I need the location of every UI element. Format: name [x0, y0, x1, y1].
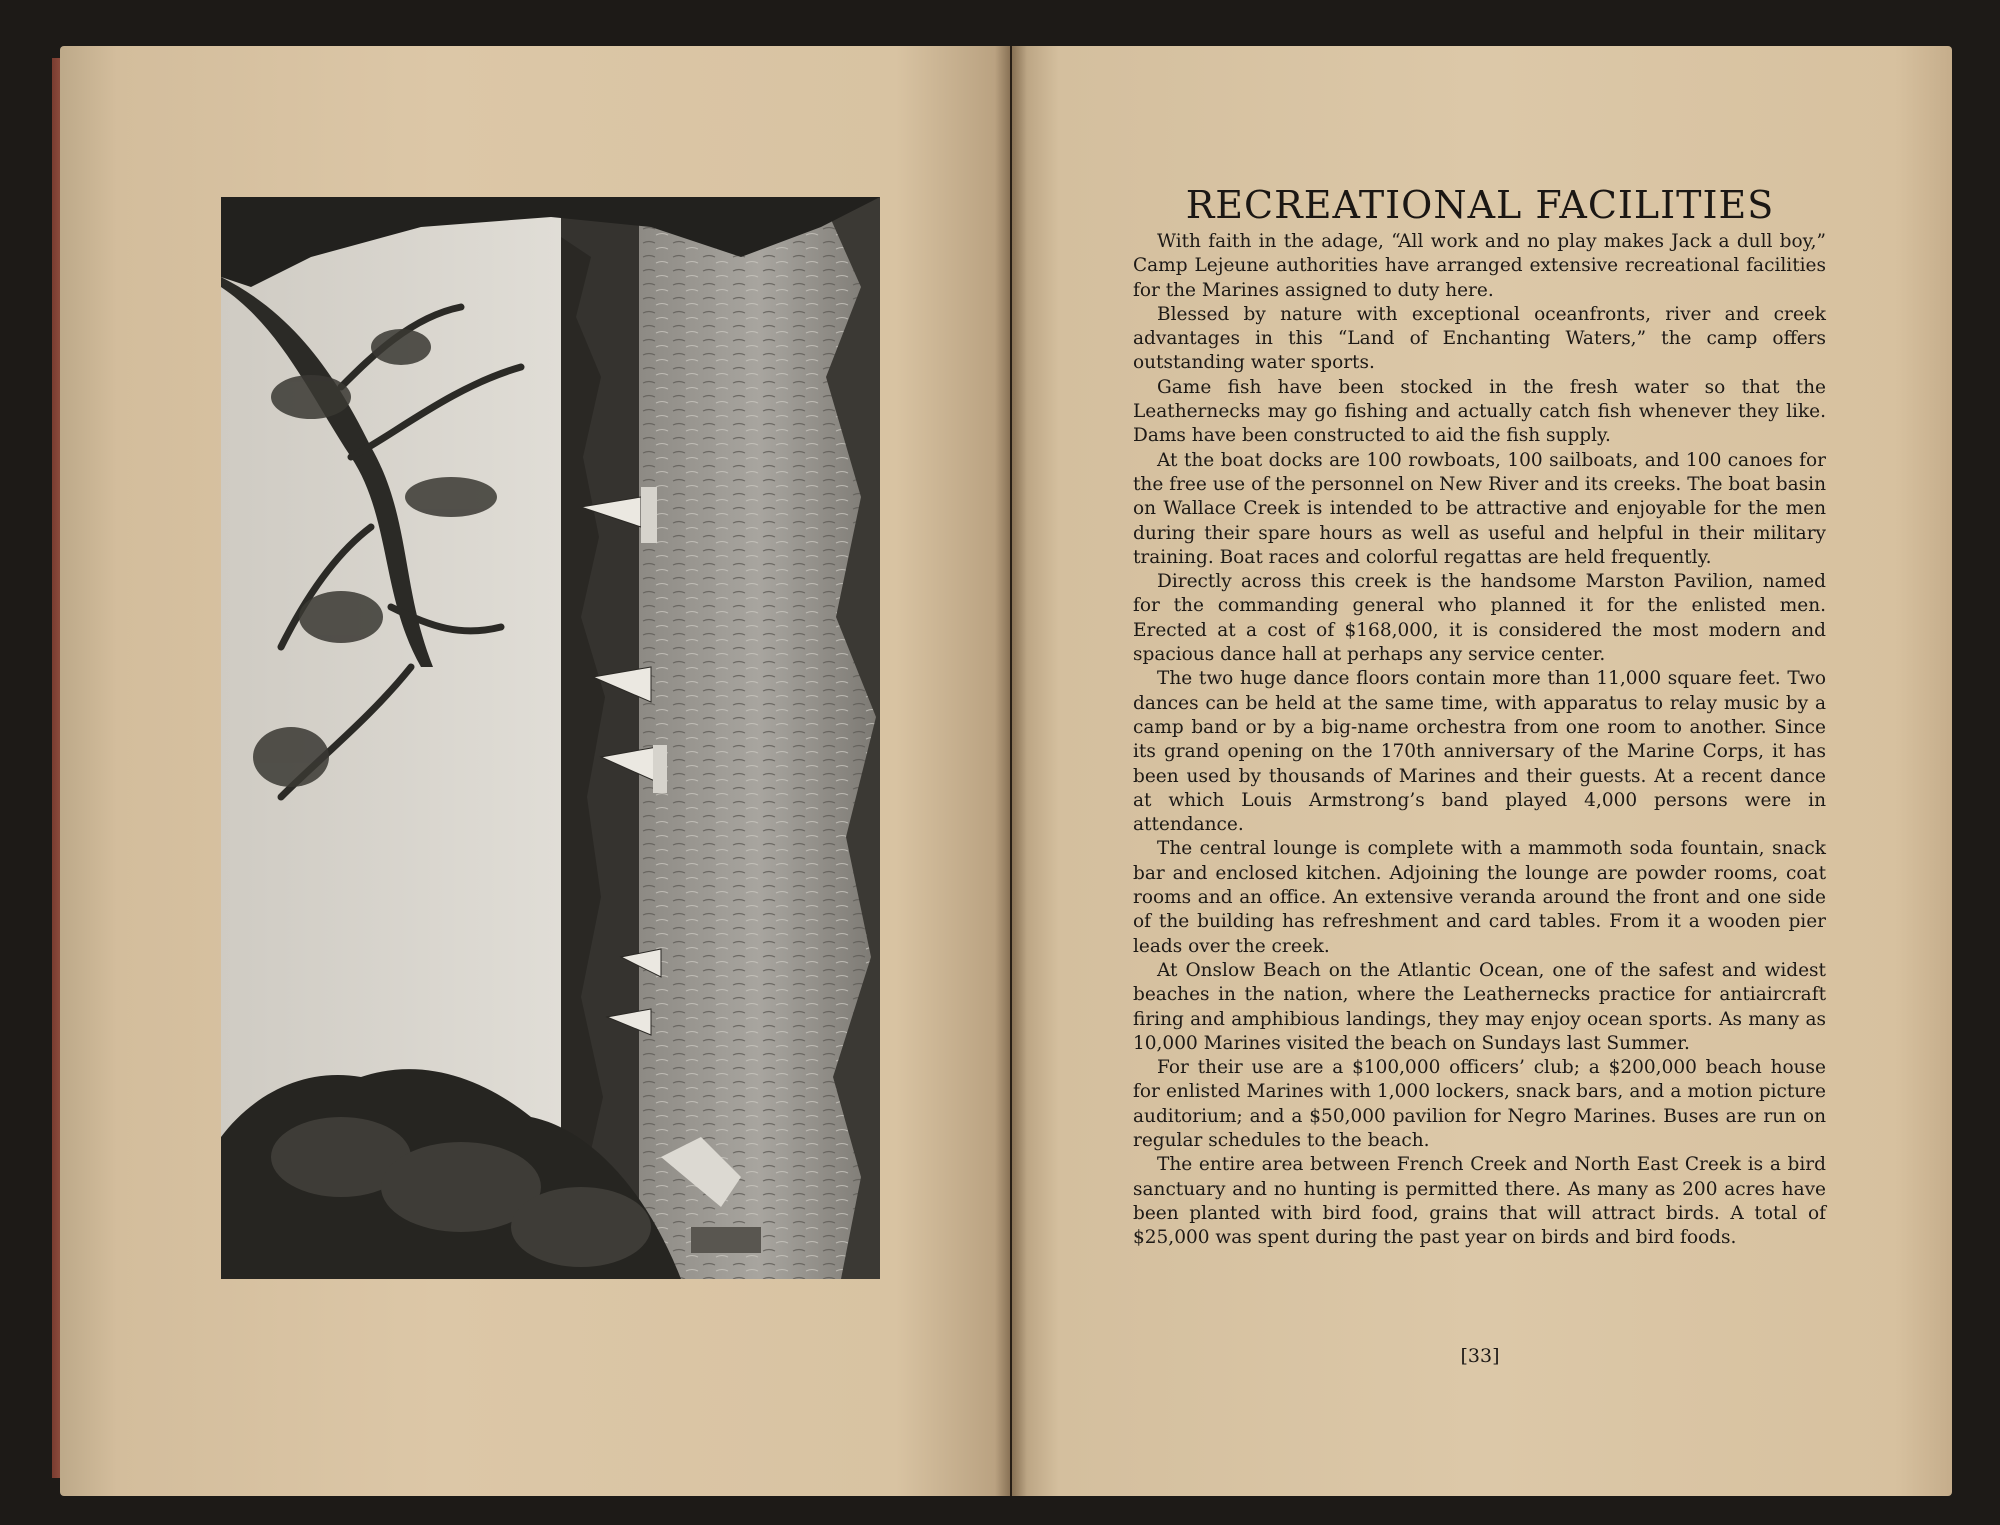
paragraph: The entire area between French Creek and North East Creek is a bird sanctuary and no hunting is permitted there. As many as 200 acres have been planted with bird food, grains that will attract birds. A total of $25,000 was spent during the past year on birds and bird foods. [1133, 1154, 1826, 1249]
paragraph: Game fish have been stocked in the fresh water so that the Leathernecks may go fishing and actually catch fish whenever they like. Dams have been constructed to aid the fish supply. [1133, 376, 1826, 447]
page-number: [33] [1460, 1345, 1500, 1367]
paragraph: For their use are a $100,000 officers’ club; a $200,000 beach house for enlisted Marines with 1,000 lockers, snack bars, and a motion picture auditorium; and a $50,000 pavilion for Negro Marines. Buses are run on regular schedules to the beach. [1133, 1057, 1826, 1151]
article-body [1133, 230, 1826, 1250]
photograph-illustration [221, 197, 880, 1279]
page-heading: RECREATIONAL FACILITIES [1185, 183, 1775, 227]
book-gutter [995, 46, 1027, 1496]
paragraph: The central lounge is complete with a mammoth soda fountain, snack bar and enclosed kitchen. Adjoining the lounge are powder rooms, coat rooms and an office. An extensive veranda around the front and one side of the building has refreshment and card tables. From it a wooden pier leads over the creek. [1133, 838, 1826, 957]
paragraph: With faith in the adage, “All work and no play makes Jack a dull boy,” Camp Lejeune authorities have arranged extensive recreational facilities for the Marines assigned to duty here. [1133, 231, 1826, 301]
paragraph: Blessed by nature with exceptional oceanfronts, river and creek advantages in this “Land of Enchanting Waters,” the camp offers outstanding water sports. [1133, 303, 1826, 374]
paragraph: At Onslow Beach on the Atlantic Ocean, one of the safest and widest beaches in the nation, where the Leathernecks practice for antiaircraft firing and amphibious landings, they may enjoy ocean sports. As many as 10,000 Marines visited the beach on Sundays last Summer. [1133, 959, 1826, 1054]
paragraph: The two huge dance floors contain more than 11,000 square feet. Two dances can be held at the same time, with apparatus to relay music by a camp band or by a big-name orchestra from one room to another. Since its grand opening on the 170th anniversary of the Marine Corps, it has been used by thousands of Marines and their guests. At a recent dance at which Louis Armstrong’s band played 4,000 persons were in attendance. [1133, 668, 1826, 836]
boat-basin-photograph [221, 197, 880, 1279]
paragraph: Directly across this creek is the handsome Marston Pavilion, named for the commanding general who planned it for the enlisted men. Erected at a cost of $168,000, it is considered the most modern and spacious dance hall at perhaps any service center. [1133, 571, 1826, 666]
paragraph: At the boat docks are 100 rowboats, 100 sailboats, and 100 canoes for the free use of the personnel on New River and its creeks. The boat basin on Wallace Creek is intended to be attractive and enjoyable for the men during their spare hours as well as useful and helpful in their military training. Boat races and colorful regattas are held frequently. [1133, 449, 1826, 568]
